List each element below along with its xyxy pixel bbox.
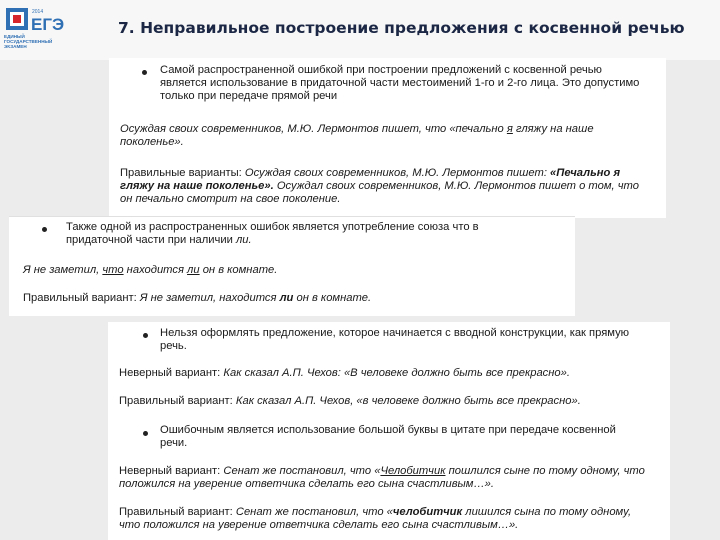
bullet-text-line: Самой распространенной ошибкой при построении предложений с косвенной речью: [160, 64, 602, 76]
correct-label: Правильные варианты:: [120, 167, 245, 179]
logo-caption: ЕДИНЫЙ ГОСУДАРСТВЕННЫЙ ЭКЗАМЕН: [4, 34, 53, 50]
correct-label: Правильный вариант:: [119, 395, 236, 407]
correct-variants-line: он печально смотрит на свое поколение.: [120, 193, 341, 205]
correct-variant: [119, 395, 581, 409]
correct-text: Я не заметил, находится: [139, 292, 280, 304]
logo-year: 2014: [32, 9, 44, 15]
wrong-conjunction: что: [102, 264, 124, 276]
bullet-text-line: речь.: [160, 340, 187, 352]
correct-variant: [23, 292, 371, 306]
wrong-example-text: Сенат же постановил, что «: [223, 465, 381, 477]
wrong-particle: ли: [187, 264, 200, 276]
correct-text: он в комнате.: [293, 292, 372, 304]
wrong-example-line: поколенье».: [120, 136, 184, 148]
wrong-example-text: находится: [123, 264, 188, 276]
correct-particle: ли: [279, 292, 294, 304]
wrong-example: [120, 123, 594, 137]
wrong-example-text: Осуждая своих современников, М.Ю. Лермонтов пишет, что «печально: [120, 123, 507, 135]
bullet-icon: [42, 227, 47, 232]
bullet-text-line: речи.: [160, 437, 188, 449]
correct-quote: гляжу на наше поколенье».: [120, 180, 274, 192]
correct-text: Осуждая своих современников, М.Ю. Лермонтов пишет:: [244, 167, 551, 179]
bullet-text-line: Также одной из распространенных ошибок является употребление союза что в: [66, 221, 479, 233]
bullet-icon: [143, 431, 148, 436]
wrong-capital-word: Челобитчик: [380, 465, 446, 477]
bullet-text-line: только при передаче прямой речи: [160, 90, 338, 102]
wrong-example: [119, 367, 570, 381]
correct-variants: [120, 167, 620, 181]
bullet-icon: [143, 333, 148, 338]
bullet-particle: ли.: [235, 234, 252, 246]
correct-label: Правильный вариант:: [23, 292, 140, 304]
correct-variant: [119, 506, 631, 520]
correct-lowercase-word: челобитчик: [392, 506, 463, 518]
wrong-example-pronoun: я: [506, 123, 513, 135]
bullet-text-line: является использование в придаточной части местоимений 1-го и 2-го лица. Это допустимо: [160, 77, 640, 89]
slide-quotation-errors: [108, 322, 670, 540]
wrong-example-text: пошлился сыне по тому одному, что: [445, 465, 645, 477]
wrong-example-text: Я не заметил,: [23, 264, 103, 276]
correct-label: Правильный вариант:: [119, 506, 236, 518]
page-title: 7. Неправильное построение предложения с косвенной речью: [118, 19, 685, 37]
wrong-label: Неверный вариант:: [119, 465, 224, 477]
wrong-example: [119, 465, 645, 479]
logo-mark: ЕГЭ: [31, 15, 65, 34]
bullet-text-line: [66, 234, 252, 248]
bullet-text: придаточной части при наличии: [66, 234, 236, 246]
wrong-example-text: гляжу на наше: [512, 123, 594, 135]
correct-text: лишился сына по тому одному,: [462, 506, 632, 518]
correct-variant-line: что положился на уверение ответчика сделать его сына счастливым…».: [119, 519, 519, 531]
ege-logo: [4, 4, 86, 54]
correct-variants-line: [120, 180, 639, 194]
correct-text: Сенат же постановил, что «: [235, 506, 393, 518]
wrong-example: [23, 264, 277, 278]
bullet-text-line: Нельзя оформлять предложение, которое начинается с вводной конструкции, как прямую: [160, 327, 630, 339]
ege-logo-icon: [4, 4, 86, 34]
slide-pronoun-error: [109, 58, 666, 218]
correct-text: Осуждал своих современников, М.Ю. Лермонтов пишет о том, что: [273, 180, 639, 192]
wrong-label: Неверный вариант:: [119, 367, 224, 379]
bullet-icon: [142, 70, 147, 75]
bullet-text-line: Ошибочным является использование большой буквы в цитате при передаче косвенной: [160, 424, 616, 436]
correct-quote: «Печально я: [550, 167, 621, 179]
wrong-example-text: он в комнате.: [199, 264, 278, 276]
wrong-example-line: положился на уверение ответчика сделать его сына счастливым…».: [119, 478, 494, 490]
correct-text: Как сказал А.П. Чехов, «в человеке должно быть все прекрасно».: [235, 395, 581, 407]
slide-conjunction-error: [9, 216, 575, 316]
wrong-example-text: Как сказал А.П. Чехов: «В человеке должно быть все прекрасно».: [223, 367, 570, 379]
